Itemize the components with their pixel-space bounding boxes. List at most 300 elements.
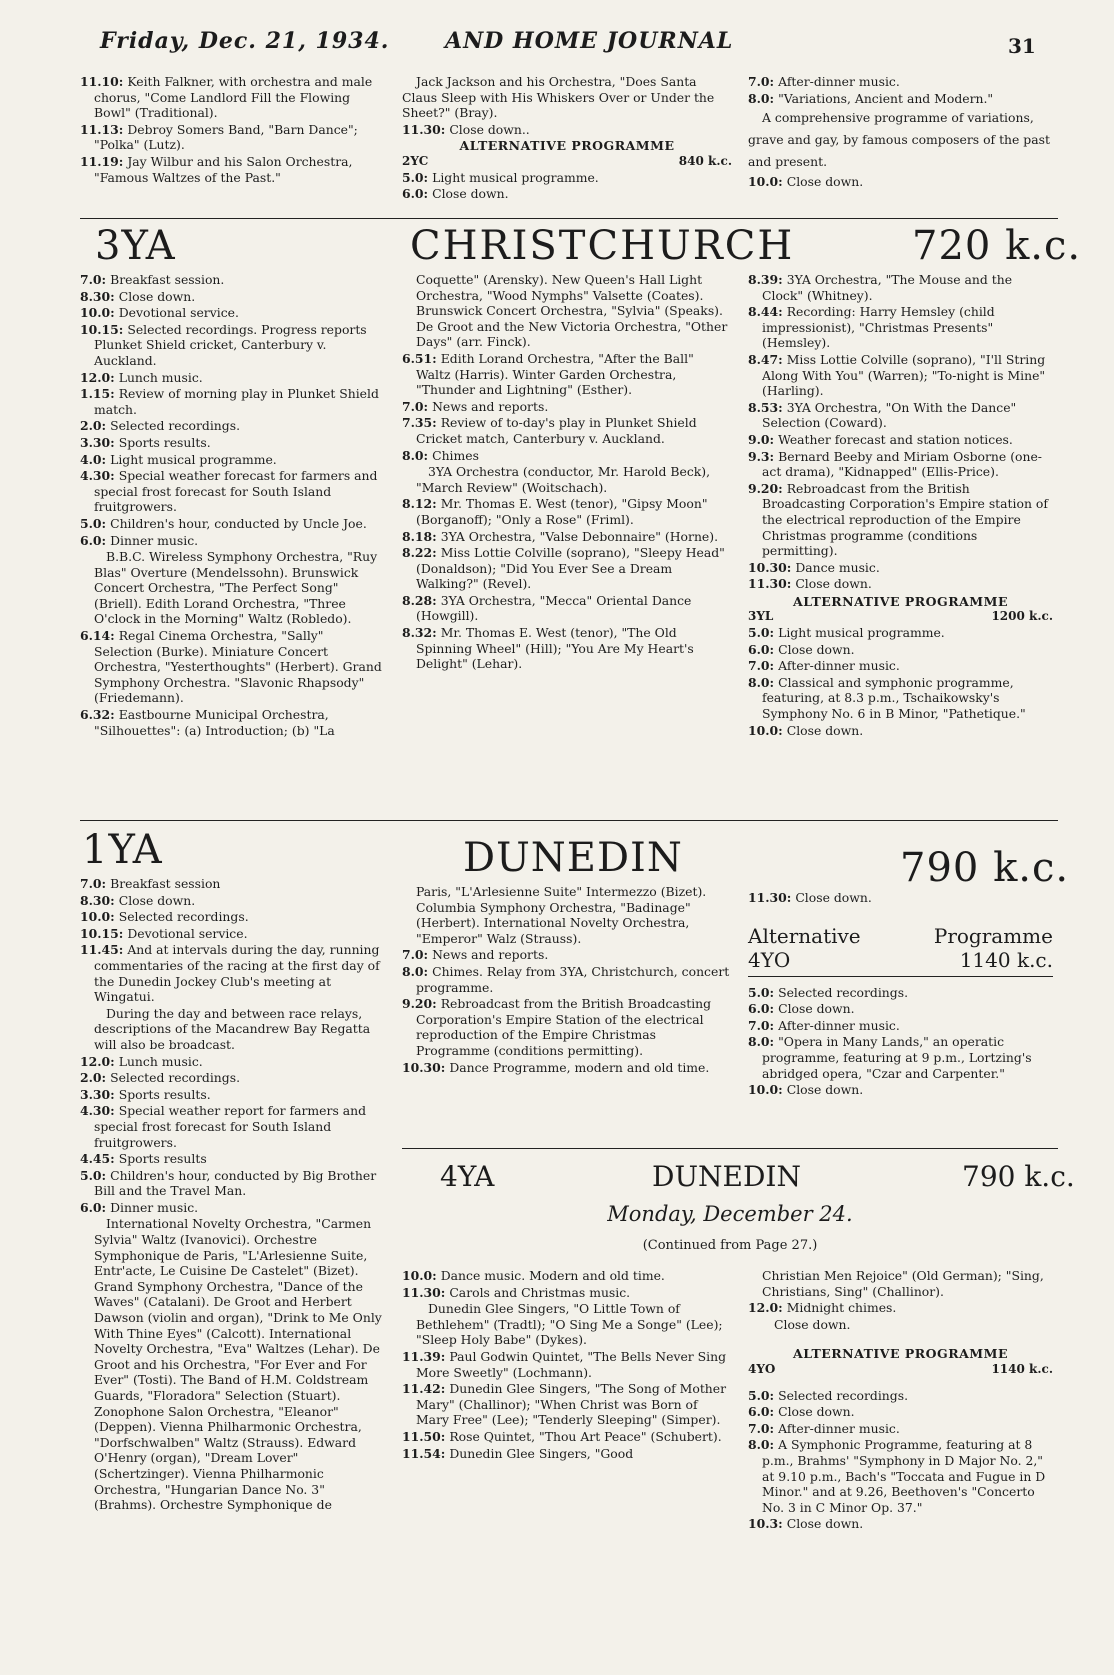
alt-station: 4YO: [748, 947, 791, 972]
programme-item: [80, 418, 385, 434]
item-text: Close down.: [786, 722, 864, 738]
4ya-col-2: [402, 1268, 732, 1462]
alternative-station-row: [748, 1362, 1053, 1378]
alt-items: [402, 170, 732, 202]
programme-item: [402, 122, 732, 138]
station-name-3ya: 3YA: [95, 223, 176, 269]
time-label: 3.30:: [80, 434, 115, 450]
time-label: 8.18:: [402, 528, 437, 544]
programme-item: [748, 658, 1053, 674]
programme-item: [80, 876, 385, 892]
item-text: And at intervals during the day, running commentaries of the racing at the first day of the Dunedin Jockey Club's meeting at Wingatui.: [94, 942, 380, 1005]
programme-item: [402, 1446, 732, 1462]
item-text: Dunedin Glee Singers, "The Song of Mother Mary" (Challinor); "When Christ was Born of Mary Free" (Lee); "Tenderly Sleeping" (Simper).: [416, 1381, 727, 1428]
item-text: Debroy Somers Band, "Barn Dance"; "Polka" (Lutz).: [94, 121, 358, 153]
programme-item: [748, 74, 1053, 90]
item-text: "Opera in Many Lands," an operatic programme, featuring at 9 p.m., Lortzing's abridged opera, "Czar and Carpenter.": [762, 1034, 1032, 1081]
item-text: Close down.: [778, 1404, 855, 1420]
time-label: 7.0:: [748, 74, 775, 89]
programme-item: [80, 386, 385, 417]
time-label: 11.19:: [80, 153, 124, 169]
programme-item: [402, 496, 732, 527]
time-label: 6.51:: [402, 350, 437, 366]
item-text: B.B.C. Wireless Symphony Orchestra, "Ruy Blas" Overture (Mendelssohn). Brunswick Concert Orchestra, "The Perfect Song" (Briell). Edith Lorand Orchestra, "Three O'clock in the Morning" Waltz (Robledo).: [94, 549, 378, 627]
programme-item: [80, 893, 385, 909]
programme-item: [748, 1317, 1053, 1333]
city-name-christchurch: CHRISTCHURCH: [410, 223, 795, 269]
programme-item: [748, 481, 1053, 559]
item-text: Light musical programme.: [110, 451, 277, 467]
time-label: 4.30:: [80, 1103, 115, 1119]
item-text: After-dinner music.: [778, 74, 900, 89]
programme-item: [748, 1034, 1053, 1081]
header-page-number: 31: [1008, 34, 1036, 58]
item-text: Selected recordings. Progress reports Plunket Shield cricket, Canterbury v. Auckland.: [94, 321, 367, 368]
item-text: Breakfast session.: [110, 272, 225, 287]
time-label: 8.30:: [80, 288, 115, 304]
programme-item: [748, 449, 1053, 480]
programme-item: [80, 1087, 385, 1103]
item-text: Rebroadcast from the British Broadcasting Corporation's Empire station of the electrical reproduction of the Empire Christmas programme (conditions permitting).: [762, 480, 1048, 559]
programme-item: [80, 1070, 385, 1086]
programme-item: [402, 448, 732, 464]
item-text: Mr. Thomas E. West (tenor), "The Old Spinning Wheel" (Hill); "You Are My Heart's Delight" (Lehar).: [416, 625, 694, 672]
programme-item: [748, 1421, 1053, 1437]
alternative-station-row: [748, 609, 1053, 625]
item-text: Close down.: [786, 174, 864, 190]
programme-item: [80, 305, 385, 321]
time-label: 9.20:: [402, 996, 437, 1012]
programme-item: [80, 1168, 385, 1199]
programme-item: [80, 707, 385, 738]
programme-item: [748, 675, 1053, 722]
item-text: Edith Lorand Orchestra, "After the Ball" Waltz (Harris). Winter Garden Orchestra, "Thunder and Lightning" (Esther).: [416, 350, 694, 398]
programme-item: [80, 1151, 385, 1167]
time-label: 8.0:: [402, 447, 429, 463]
item-text: Close down.: [786, 1516, 864, 1532]
time-label: 11.39:: [402, 1348, 446, 1364]
programme-item: [748, 352, 1053, 399]
time-label: 8.12:: [402, 496, 437, 512]
item-text: Children's hour, conducted by Uncle Joe.: [110, 515, 367, 531]
time-label: 11.45:: [80, 942, 124, 958]
programme-item: [748, 576, 1053, 592]
time-label: 8.0:: [402, 963, 429, 979]
time-label: 8.44:: [748, 304, 783, 320]
1ya-col-1: [80, 876, 385, 1514]
programme-item: [80, 549, 385, 627]
programme-item: [402, 529, 732, 545]
programme-item: [402, 1060, 732, 1076]
programme-item: [80, 122, 385, 153]
3ya-col-3-items: [748, 272, 1053, 592]
programme-item: [80, 435, 385, 451]
time-label: 8.53:: [748, 399, 783, 415]
programme-item: [80, 628, 385, 706]
continued-note: (Continued from Page 27.): [642, 1238, 818, 1253]
time-label: 10.0:: [402, 1268, 437, 1283]
continued-text: Jack Jackson and his Orchestra, "Does Santa Claus Sleep with His Whiskers Over or Under the Sheet?" (Bray).: [402, 74, 715, 121]
time-label: 11.10:: [80, 74, 124, 89]
station-frequency: 720 k.c.: [912, 223, 1082, 269]
time-label: 11.54:: [402, 1445, 446, 1461]
continued-text: Christian Men Rejoice" (Old German); "Sing, Christians, Sing" (Challinor).: [762, 1268, 1044, 1299]
header-journal: AND HOME JOURNAL: [445, 28, 734, 54]
programme-item: [402, 1349, 732, 1380]
item-text: After-dinner music.: [778, 658, 900, 674]
time-label: 8.0:: [748, 1034, 775, 1050]
time-label: 11.42:: [402, 1381, 446, 1397]
time-label: 5.0:: [748, 984, 775, 1000]
programme-item: [748, 1018, 1053, 1034]
item-text: After-dinner music.: [778, 1420, 900, 1436]
time-label: 10.30:: [402, 1059, 446, 1075]
programme-item: [80, 1216, 385, 1512]
programme-item: [402, 593, 732, 624]
item-text: Dance Programme, modern and old time.: [449, 1059, 710, 1075]
item-text: After-dinner music.: [778, 1017, 900, 1033]
alt-station: 2YC: [402, 153, 429, 168]
alt-items: [748, 985, 1053, 1098]
programme-item: [80, 322, 385, 369]
item-text: Special weather report for farmers and special frost forecast for South Island fruitgrowers.: [94, 1103, 367, 1150]
programme-item: [402, 1268, 732, 1284]
time-label: 8.39:: [748, 272, 783, 287]
item-text: Carols and Christmas music.: [449, 1284, 631, 1300]
programme-item: [402, 415, 732, 446]
alt-frequency: 840 k.c.: [678, 153, 732, 168]
alternative-station-row: [402, 154, 732, 170]
programme-item: [402, 1381, 732, 1428]
item-text: Close down..: [449, 121, 530, 137]
time-label: 9.3:: [748, 448, 775, 464]
programme-item: [748, 1001, 1053, 1017]
item-text: Bernard Beeby and Miriam Osborne (one-act drama), "Kidnapped" (Ellis-Price).: [762, 448, 1042, 480]
item-text: Selected recordings.: [110, 1070, 241, 1086]
time-label: 2.0:: [80, 418, 107, 434]
item-text: Miss Lottie Colville (soprano), "Sleepy Head" (Donaldson); "Did You Ever See a Dream Walking?" (Revel).: [416, 545, 725, 592]
time-label: 7.0:: [748, 1420, 775, 1436]
item-text: Review of to-day's play in Plunket Shield Cricket match, Canterbury v. Auckland.: [416, 415, 697, 446]
item-text: Dance music.: [795, 559, 880, 575]
programme-item: [402, 545, 732, 592]
programme-item: [80, 516, 385, 532]
time-label: 6.0:: [748, 1404, 775, 1420]
1ya-col-2: [402, 884, 732, 1076]
programme-item: [402, 1429, 732, 1445]
item-text: Paul Godwin Quintet, "The Bells Never Sing More Sweetly" (Lochmann).: [416, 1348, 727, 1380]
time-label: 10.0:: [80, 305, 115, 321]
city-name-dunedin: DUNEDIN: [652, 1160, 801, 1193]
programme-item: [402, 964, 732, 995]
item-text: Children's hour, conducted by Big Brother Bill and the Travel Man.: [94, 1167, 377, 1199]
programme-item: [748, 432, 1053, 448]
time-label: 4.45:: [80, 1151, 115, 1167]
time-label: 11.30:: [402, 1284, 446, 1300]
item-text: Chimes. Relay from 3YA, Christchurch, concert programme.: [416, 963, 730, 995]
item-text: Mr. Thomas E. West (tenor), "Gipsy Moon" (Borganoff); "Only a Rose" (Friml).: [416, 496, 708, 527]
time-label: 11.30:: [748, 890, 792, 905]
item-text: News and reports.: [432, 947, 549, 963]
item-text: News and reports.: [432, 398, 549, 414]
programme-item: [80, 468, 385, 515]
time-label: 7.0:: [402, 947, 429, 963]
programme-item: [402, 996, 732, 1058]
alt-station: 4YO: [748, 1361, 776, 1376]
programme-item: [80, 1200, 385, 1216]
item-text: "Variations, Ancient and Modern.": [778, 90, 994, 106]
item-text: Close down.: [774, 1316, 851, 1332]
alternative-caption: ALTERNATIVE PROGRAMME: [459, 138, 675, 154]
alt-items: [748, 625, 1053, 738]
programme-item: [80, 289, 385, 305]
programme-item: [748, 1082, 1053, 1098]
item-text: Dinner music.: [110, 532, 199, 548]
time-label: 6.14:: [80, 628, 115, 644]
time-label: 4.30:: [80, 468, 115, 484]
programme-item: [80, 272, 385, 288]
item-text: Sports results.: [118, 1086, 211, 1102]
programme-item: [748, 272, 1053, 303]
programme-item: [80, 1006, 385, 1053]
continued-text: Paris, "L'Arlesienne Suite" Intermezzo (Bizet). Columbia Symphony Orchestra, "Badinage" (Herbert). International Novelty Orchestra, "Emperor" Walz (Strauss).: [416, 884, 707, 946]
time-label: 10.0:: [748, 722, 783, 738]
top-col-3-items: [748, 74, 1053, 106]
item-text: Regal Cinema Orchestra, "Sally" Selection (Burke). Miniature Concert Orchestra, "Yesterthoughts" (Herbert). Grand Symphony Orchestra. "Slavonic Rhapsody" (Friedemann).: [94, 628, 382, 706]
programme-item: [748, 625, 1053, 641]
alt-heading-left: Alternative: [748, 923, 861, 948]
top-col-2-items: [402, 122, 732, 138]
time-label: 8.0:: [748, 90, 775, 106]
time-label: 5.0:: [402, 169, 429, 185]
3ya-col-3: [748, 272, 1053, 739]
time-label: 6.32:: [80, 707, 115, 723]
alternative-caption: ALTERNATIVE PROGRAMME: [793, 593, 1008, 609]
time-label: 10.0:: [748, 174, 783, 190]
item-text: 3YA Orchestra, "The Mouse and the Clock" (Whitney).: [762, 272, 1013, 303]
3ya-col-2-items: [402, 351, 732, 672]
city-name-dunedin: DUNEDIN: [463, 835, 683, 881]
item-text: Eastbourne Municipal Orchestra, "Silhouettes": (a) Introduction; (b) "La: [94, 707, 335, 738]
time-label: 11.13:: [80, 121, 124, 137]
time-label: 10.3:: [748, 1516, 783, 1532]
day-heading: Monday, December 24.: [607, 1202, 853, 1226]
item-text: Close down.: [778, 641, 855, 657]
time-label: 8.47:: [748, 351, 783, 367]
time-label: 10.0:: [748, 1082, 783, 1098]
time-label: 8.28:: [402, 592, 437, 608]
programme-item: [748, 1300, 1053, 1316]
programme-item: [402, 399, 732, 415]
time-label: 7.35:: [402, 415, 437, 431]
time-label: 12.0:: [80, 369, 115, 385]
time-label: 10.0:: [80, 909, 115, 925]
alt-heading-right: Programme: [933, 923, 1053, 948]
time-label: 10.15:: [80, 321, 124, 337]
programme-item: [80, 926, 385, 942]
1ya-col-2-items: [402, 947, 732, 1075]
divider-rule: [402, 1148, 1058, 1149]
item-text: 3YA Orchestra, "Valse Debonnaire" (Horne).: [440, 528, 719, 544]
programme-item: [402, 464, 732, 495]
3ya-col-1: [80, 272, 385, 739]
programme-item: [402, 170, 732, 186]
top-col-3: [748, 74, 1053, 191]
alt-frequency: 1140 k.c.: [959, 947, 1053, 972]
item-text: Dunedin Glee Singers, "O Little Town of Bethlehem" (Tradtl); "O Sing Me a Songe" (Lee); "Sleep Holy Babe" (Dykes).: [416, 1301, 723, 1348]
item-text: Close down.: [795, 890, 872, 905]
4ya-col-3-items: [748, 1300, 1053, 1332]
item-text: Close down.: [778, 1001, 855, 1017]
programme-item: [748, 560, 1053, 576]
item-text: Dunedin Glee Singers, "Good: [449, 1445, 634, 1461]
1ya-col-3: [748, 890, 1053, 1099]
alt-items: [748, 1388, 1053, 1532]
item-text: Weather forecast and station notices.: [778, 431, 1013, 447]
time-label: 6.0:: [402, 186, 429, 202]
station-frequency: 790 k.c.: [900, 845, 1070, 891]
item-text: 3YA Orchestra, "On With the Dance" Selection (Coward).: [762, 399, 1017, 431]
item-text: Selected recordings.: [118, 909, 249, 925]
programme-item: [80, 154, 385, 185]
alt-station: 3YL: [748, 609, 774, 624]
time-label: 9.0:: [748, 431, 775, 447]
programme-item: [748, 890, 1053, 906]
item-text: Keith Falkner, with orchestra and male chorus, "Come Landlord Fill the Flowing Bowl" (Traditional).: [94, 74, 373, 121]
time-label: 5.0:: [748, 1387, 775, 1403]
programme-item: [748, 174, 1053, 190]
programme-item: [402, 351, 732, 398]
time-label: 12.0:: [80, 1053, 115, 1069]
time-label: 1.15:: [80, 386, 115, 402]
time-label: 8.0:: [748, 674, 775, 690]
item-text: Lunch music.: [118, 1053, 203, 1069]
time-label: 11.30:: [748, 576, 792, 592]
item-text: Dance music. Modern and old time.: [440, 1268, 665, 1283]
header-date: Friday, Dec. 21, 1934.: [100, 28, 390, 54]
item-text: 3YA Orchestra, "Mecca" Oriental Dance (Howgill).: [416, 592, 692, 624]
programme-item: [80, 1103, 385, 1150]
item-text: Selected recordings.: [778, 984, 909, 1000]
programme-item: [80, 452, 385, 468]
alternative-caption: ALTERNATIVE PROGRAMME: [793, 1346, 1008, 1362]
item-text: During the day and between race relays, descriptions of the Macandrew Bay Regatta will also be broadcast.: [94, 1005, 371, 1052]
item-text: A Symphonic Programme, featuring at 8 p.m., Brahms' "Symphony in D Major No. 2," at 9.10 p.m., Bach's "Toccata and Fugue in D Minor." and at 9.26, Beethoven's "Concerto No. 3 in C Minor Op. 37.": [762, 1437, 1046, 1515]
time-label: 7.0:: [80, 876, 107, 891]
programme-item: [748, 1404, 1053, 1420]
item-text: Close down.: [118, 892, 196, 908]
programme-item: [80, 1054, 385, 1070]
programme-item: [402, 625, 732, 672]
item-text: Selected recordings.: [778, 1387, 909, 1403]
time-label: 8.30:: [80, 892, 115, 908]
programme-item: [748, 1516, 1053, 1532]
item-text: Rebroadcast from the British Broadcasting Corporation's Empire Station of the electrical reproduction of the Empire Christmas Programme (conditions permitting).: [416, 996, 712, 1058]
continued-text: Coquette" (Arensky). New Queen's Hall Light Orchestra, "Wood Nymphs" Valsette (Coates). Brunswick Concert Orchestra, "Sylvia" (Speaks). De Groot and the New Victoria Orchestra, "Other Days" (arr. Finck).: [416, 272, 728, 350]
4ya-col-3: [748, 1268, 1053, 1533]
time-label: 10.30:: [748, 559, 792, 575]
programme-item: [80, 74, 385, 121]
time-label: 7.0:: [80, 272, 107, 287]
alternative-heading: [748, 924, 1053, 948]
item-text: Devotional service.: [118, 305, 239, 321]
divider-rule: [80, 218, 1058, 219]
programme-item: [748, 304, 1053, 351]
item-text: Close down.: [118, 288, 196, 304]
item-text: Recording: Harry Hemsley (child impressionist), "Christmas Presents" (Hemsley).: [762, 304, 995, 351]
programme-item: [748, 91, 1053, 107]
top-col-2: [402, 74, 732, 203]
programme-item: [748, 1388, 1053, 1404]
programme-item: [748, 1437, 1053, 1515]
item-text: Sports results.: [118, 434, 211, 450]
time-label: 5.0:: [80, 515, 107, 531]
programme-item: [80, 533, 385, 549]
3ya-col-2: [402, 272, 732, 673]
time-label: 6.0:: [748, 641, 775, 657]
alt-frequency: 1200 k.c.: [991, 609, 1053, 624]
item-text: Lunch music.: [118, 369, 203, 385]
time-label: 8.22:: [402, 545, 437, 561]
item-text: International Novelty Orchestra, "Carmen Sylvia" Waltz (Ivanovici). Orchestre Symphonique de Paris, "L'Arlesienne Suite, Entr'acte, Le Cuisine De Castelet" (Bizet). Grand Symphony Orchestra, "Dance of the Waves" (Catalani). De Groot and Herbert Dawson (violin and organ), "Drink to Me Only With Thine Eyes" (Calcott). International Novelty Orchestra, "Eva" Waltzes (Lehar). De Groot and his Orchestra, "For Ever and For Ever" (Tosti). The Band of H.M. Coldstream Guards, "Floradora" Selection (Stuart). Zonophone Salon Orchestra, "Eleanor" (Deppen). Vienna Philharmonic Orchestra, "Dorfschwalben" Waltz (Strauss). Edward O'Henry (organ), "Dream Lover" (Schertzinger). Vienna Philharmonic Orchestra, "Hungarian Dance No. 3" (Brahms). Orchestre Symphonique de: [94, 1216, 382, 1513]
item-text: Special weather forecast for farmers and special frost forecast for South Island fruitgrowers.: [94, 468, 378, 515]
time-label: 7.0:: [748, 658, 775, 674]
time-label: 8.0:: [748, 1437, 775, 1453]
item-text: Light musical programme.: [432, 169, 599, 185]
1ya-col-3-items: [748, 890, 1053, 906]
item-text: 3YA Orchestra (conductor, Mr. Harold Beck), "March Review" (Woitschach).: [416, 464, 711, 495]
programme-item: [748, 642, 1053, 658]
item-text: Close down.: [786, 1082, 864, 1098]
time-label: 6.0:: [748, 1001, 775, 1017]
item-text: Classical and symphonic programme, featuring, at 8.3 p.m., Tschaikowsky's Symphony No. 6 in B Minor, "Pathetique.": [762, 674, 1026, 722]
item-text: Jay Wilbur and his Salon Orchestra, "Famous Waltzes of the Past.": [94, 153, 353, 185]
item-text: Chimes: [432, 447, 479, 463]
item-text: Selected recordings.: [110, 418, 241, 434]
station-name-4ya: 4YA: [440, 1160, 495, 1193]
time-label: 11.30:: [402, 121, 446, 137]
time-label: 7.0:: [402, 398, 429, 414]
item-text: Close down.: [432, 186, 509, 202]
programme-item: [748, 400, 1053, 431]
station-frequency: 790 k.c.: [962, 1160, 1075, 1193]
time-label: 6.0:: [80, 1199, 107, 1215]
programme-item: [402, 1301, 732, 1348]
alternative-station-heading: [748, 948, 1053, 977]
time-label: 3.30:: [80, 1086, 115, 1102]
programme-item: [402, 1285, 732, 1301]
programme-item: [80, 942, 385, 1004]
programme-item: [402, 947, 732, 963]
time-label: 12.0:: [748, 1300, 783, 1316]
item-text: Miss Lottie Colville (soprano), "I'll String Along With You" (Warren); "To-night is Mine" (Harling).: [762, 351, 1046, 399]
programme-item: [402, 186, 732, 202]
programme-item: [80, 370, 385, 386]
time-label: 11.50:: [402, 1428, 446, 1444]
item-text: Rose Quintet, "Thou Art Peace" (Schubert).: [449, 1428, 722, 1444]
programme-item: [748, 723, 1053, 739]
time-label: 10.15:: [80, 925, 124, 941]
item-text: Breakfast session: [110, 876, 221, 891]
time-label: 8.32:: [402, 625, 437, 641]
time-label: 5.0:: [748, 625, 775, 641]
top-col-1: [80, 74, 385, 186]
alt-frequency: 1140 k.c.: [991, 1361, 1053, 1376]
item-text: Dinner music.: [110, 1199, 199, 1215]
time-label: 6.0:: [80, 532, 107, 548]
item-text: Sports results: [118, 1151, 207, 1167]
programme-note: A comprehensive programme of variations, grave and gay, by famous composers of the past and present.: [748, 110, 1050, 170]
